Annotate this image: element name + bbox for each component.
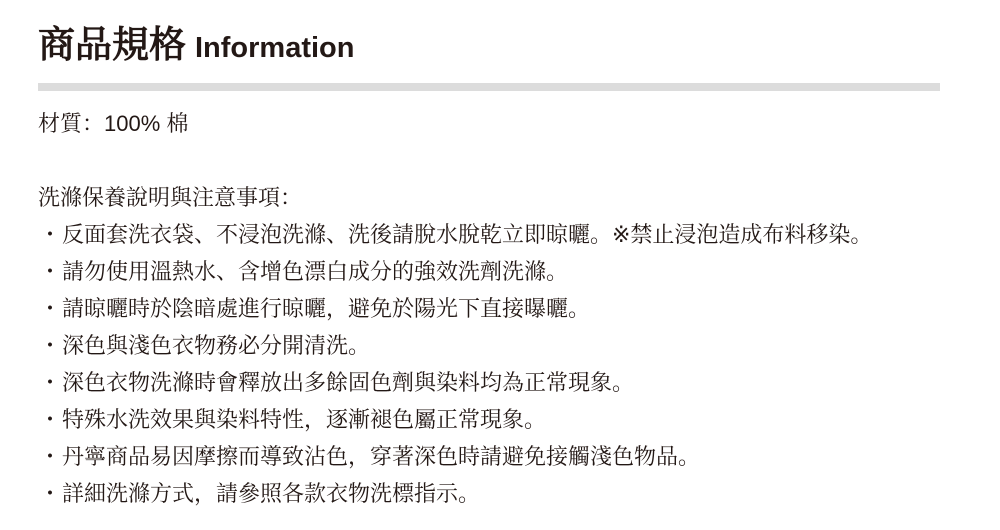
- page-title-en: Information: [195, 32, 355, 64]
- material-label: 材質：: [38, 111, 105, 136]
- bullet-marker: ・: [38, 481, 61, 506]
- care-instruction-item: [38, 290, 940, 327]
- title-divider: [38, 83, 940, 91]
- care-instructions: [38, 179, 940, 512]
- bullet-marker: ・: [38, 296, 61, 321]
- care-instruction-item: [38, 475, 940, 512]
- bullet-marker: ・: [38, 259, 61, 284]
- care-instruction-item: [38, 253, 940, 290]
- care-instruction-item: [38, 364, 940, 401]
- bullet-marker: ・: [38, 222, 61, 247]
- bullet-marker: ・: [38, 407, 61, 432]
- page-title-zh: 商品規格: [38, 24, 186, 65]
- care-instruction-text: 深色與淺色衣物務必分開清洗。: [62, 333, 371, 358]
- page-title: [38, 22, 940, 71]
- care-instruction-item: [38, 327, 940, 364]
- material-line: [38, 109, 940, 139]
- care-instruction-text: 反面套洗衣袋、不浸泡洗滌、洗後請脫水脫乾立即晾曬。※禁止浸泡造成布料移染。: [62, 222, 873, 247]
- bullet-marker: ・: [38, 333, 61, 358]
- care-instruction-item: [38, 401, 940, 438]
- bullet-marker: ・: [38, 444, 61, 469]
- material-value: 100% 棉: [104, 111, 189, 136]
- care-instruction-text: 詳細洗滌方式，請參照各款衣物洗標指示。: [62, 481, 481, 506]
- care-instruction-text: 請勿使用溫熱水、含增色漂白成分的強效洗劑洗滌。: [62, 259, 569, 284]
- bullet-marker: ・: [38, 370, 61, 395]
- care-instruction-item: [38, 438, 940, 475]
- care-instruction-text: 丹寧商品易因摩擦而導致沾色，穿著深色時請避免接觸淺色物品。: [62, 444, 701, 469]
- care-instruction-text: 深色衣物洗滌時會釋放出多餘固色劑與染料均為正常現象。: [62, 370, 635, 395]
- care-instruction-text: 特殊水洗效果與染料特性，逐漸褪色屬正常現象。: [62, 407, 547, 432]
- care-instruction-item: [38, 216, 940, 253]
- care-instruction-text: 請晾曬時於陰暗處進行晾曬，避免於陽光下直接曝曬。: [62, 296, 591, 321]
- care-heading: 洗滌保養說明與注意事項：: [38, 185, 303, 210]
